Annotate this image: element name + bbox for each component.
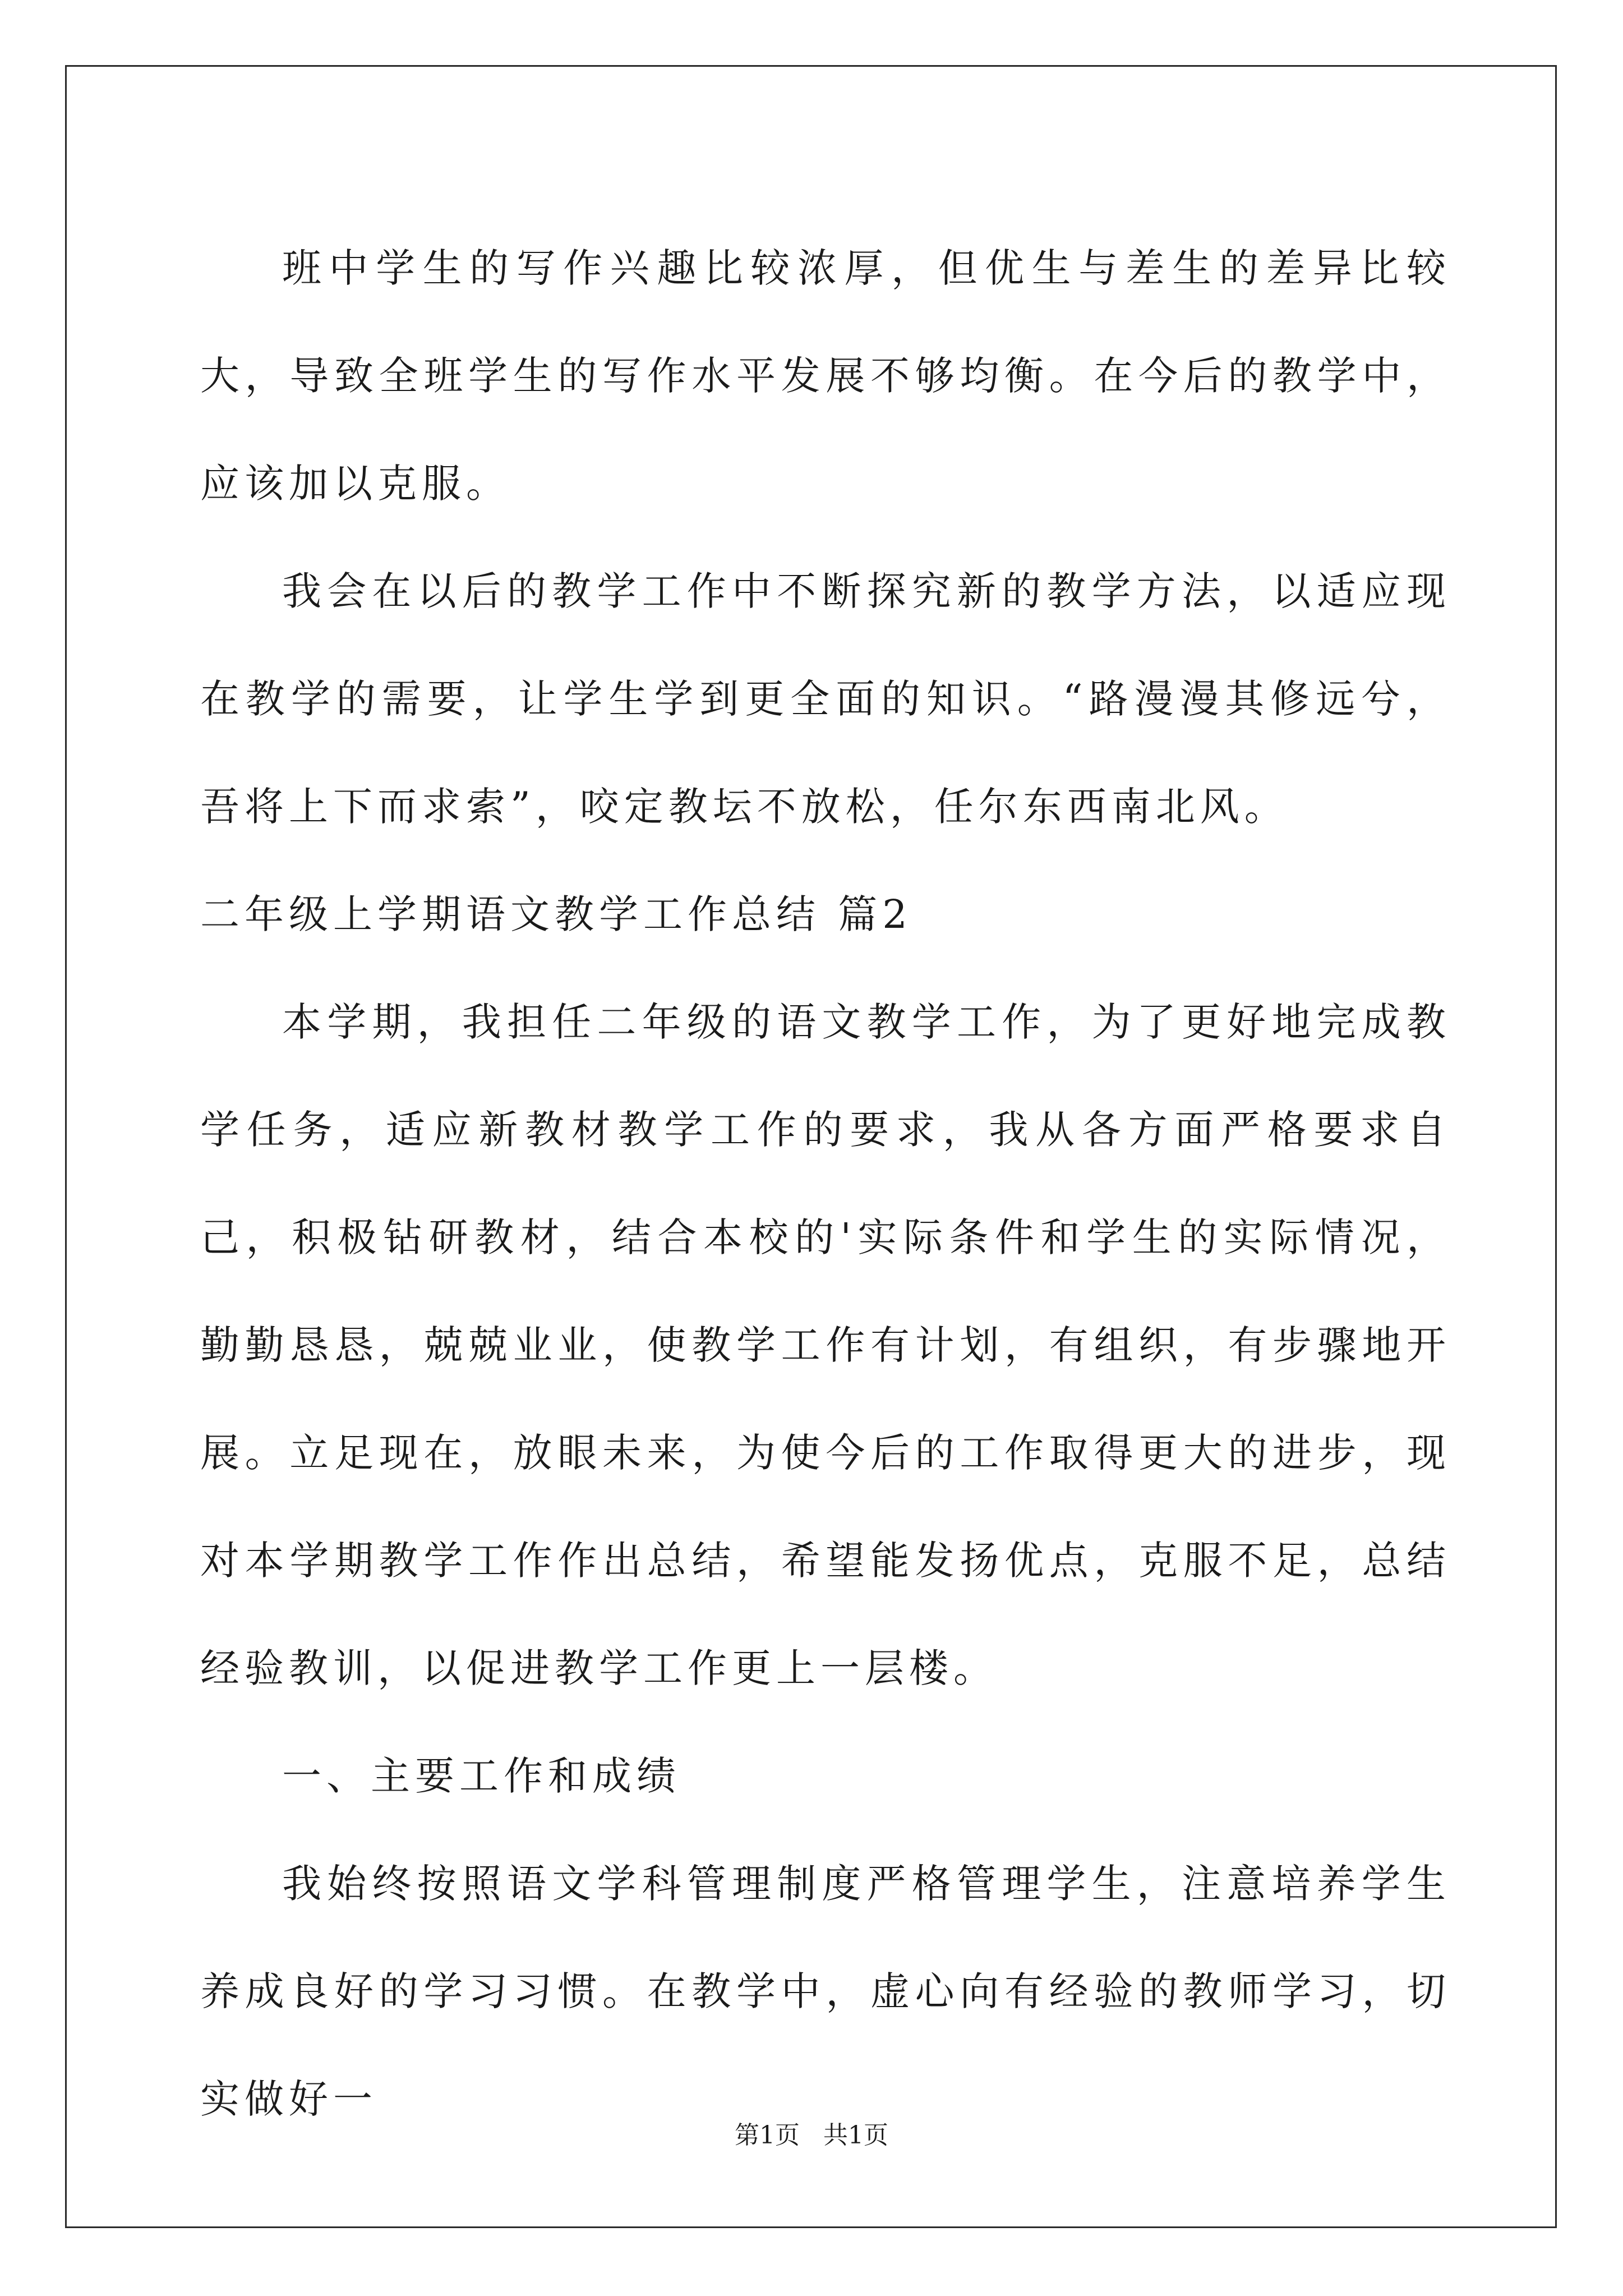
paragraph: 本学期，我担任二年级的语文教学工作，为了更好地完成教学任务，适应新教材教学工作的要求，我从各方面严格要求自己，积极钻研教材，结合本校的'实际条件和学生的实际情况，勤勤恳恳，兢兢业业，使教学工作有计划，有组织，有步骤地开展。立足现在，放眼未来，为使今后的工作取得更大的进步，现对本学期教学工作作出总结，希望能发扬优点，克服不足，总结经验教训，以促进教学工作更上一层楼。 — [200, 999, 1451, 1691]
paragraph: 班中学生的写作兴趣比较浓厚，但优生与差生的差异比较大，导致全班学生的写作水平发展不够均衡。在今后的教学中，应该加以克服。 — [200, 245, 1451, 507]
paragraph: 我始终按照语文学科管理制度严格管理学生，注意培养学生养成良好的学习习惯。在教学中，虚心向有经验的教师学习，切实做好一 — [200, 1861, 1451, 2122]
subsection-heading: 一、主要工作和成绩 — [282, 1753, 681, 1799]
page-number-footer: 第1页 共1页 — [735, 2121, 888, 2150]
section-title: 二年级上学期语文教学工作总结 篇2 — [200, 891, 912, 937]
document-body — [200, 214, 1451, 2153]
paragraph: 我会在以后的教学工作中不断探究新的教学方法，以适应现在教学的需要，让学生学到更全面的知识。“路漫漫其修远兮，吾将上下而求索”，咬定教坛不放松，任尔东西南北风。 — [200, 568, 1451, 830]
